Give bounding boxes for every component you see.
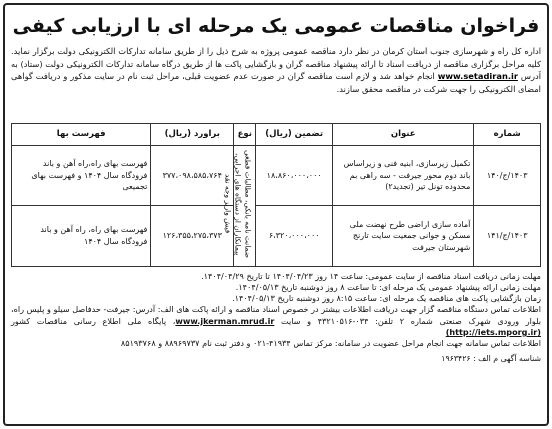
- tender-notice: [3, 3, 549, 426]
- proposal-deadline: مهلت زمانی ارائه پیشنهاد عمومی یک مرحله ای: تا ساعت ۸ روز دوشنبه تاریخ ۱۴۰۴/۰۵/۱۳.: [235, 281, 541, 292]
- document-deadline: مهلت زمانی دریافت اسناد مناقصه از سایت عمومی: ساعت ۱۴ روز ۱۴۰۴/۰۴/۲۳ تا تاریخ ۱۴۰۴/۰۴/۲۹.: [201, 270, 541, 281]
- page-title: فراخوان مناقصات عمومی یک مرحله ای با ارزیابی کیفی: [12, 15, 540, 37]
- notice-id: [11, 353, 541, 364]
- contact-text-mid: ، پایگاه ملی اطلاع رسانی مناقصات کشور: [11, 315, 176, 326]
- row-estimate: ۳۷۷،۰۹۸،۵۸۵،۷۶۴: [151, 146, 234, 206]
- notice-id-label: شناسه آگهی م الف :: [473, 353, 541, 363]
- intro-text-start: اداره کل راه و شهرسازی جنوب استان کرمان در نظر دارد مناقصه عمومی پروژه به شرح ذیل را از طریق سامانه تدارکات الکترونیکی دولت برگزار نماید. کلیه مراحل برگزاری مناقصه از دریافت اسناد تا ارائه پیشنهاد مناقصه گران و بازگشایی پاکت ها از طریق درگاه سامانه تدارکات الکترونیکی دولت (ستاد) به آدرس: [11, 46, 541, 82]
- intro-paragraph: [11, 45, 541, 120]
- header-type: نوع: [234, 124, 256, 146]
- iets-site-link[interactable]: (http://iets.mporg.ir): [445, 326, 541, 337]
- row-guarantee: ۱۸،۸۶۰،۰۰۰،۰۰۰: [256, 146, 333, 206]
- jkerman-site-link[interactable]: www.jkerman.mrud.ir: [175, 315, 275, 326]
- row-type: [223, 146, 256, 267]
- type-text: ضمانت نامه بانکی، مطالبات قطعی پیمانکاران از دستگاه های اجرایی، فیش واریز وجه نقد: [223, 149, 253, 259]
- table-row: [12, 146, 541, 206]
- tender-table: [11, 123, 541, 267]
- table-header-row: [12, 124, 541, 146]
- row-subject: تکمیل زیرسازی، ابنیه فنی و زیراساس باند دوم محور جیرفت - سه راهی بم محدوده تونل تیر (تجدید۲): [333, 146, 474, 206]
- header-guarantee: تضمین (ریال): [256, 124, 333, 146]
- details-section: [11, 271, 541, 350]
- setad-site-link[interactable]: www.setadiran.ir: [437, 71, 518, 82]
- contact-info: [11, 304, 541, 338]
- table-row: [12, 206, 541, 266]
- contact-text: اطلاعات تماس دستگاه مناقصه گزار جهت دریافت اطلاعات بیشتر در خصوص اسناد مناقصه و ارائه پاکت های الف: آدرس: جیرفت- حدفاصل سیلو و پلیس راه، بلوار ورودی شهرک صنعتی شماره ۲ تلفن: ۰۳۴-۴۳۲۱۰۵۱۶ و سایت: [11, 304, 542, 326]
- row-subject: آماده سازی اراضی طرح نهضت ملی مسکن و جوانی جمعیت سایت تارنج شهرستان جیرفت: [333, 206, 474, 266]
- header-number: شماره: [474, 124, 541, 146]
- header-subject: عنوان: [333, 124, 474, 146]
- header-estimate: براورد (ریال): [151, 124, 234, 146]
- notice-id-value: ۱۹۶۳۴۲۶: [441, 353, 471, 363]
- row-price-list: فهرست بهای راه، راه آهن و باند فرودگاه سال ۱۴۰۴: [12, 206, 151, 266]
- row-number: ۱۴۰۳/ج/۱۴۰: [474, 146, 541, 206]
- row-guarantee: ۶،۳۲۰،۰۰۰،۰۰۰: [256, 206, 333, 266]
- row-number: ۱۴۰۳/ج/۱۴۱: [474, 206, 541, 266]
- system-contact: اطلاعات تماس سامانه جهت انجام مراحل عضویت در سامانه: مرکز تماس ۴۱۹۳۴-۰۲۱ و دفتر ثبت نام ۸۸۹۶۹۷۳۷ و ۸۵۱۹۳۷۶۸: [120, 338, 541, 349]
- row-price-list: فهرست بهای راه،راه آهن و باند فرودگاه سال ۱۴۰۴ و فهرست بهای تجمیعی: [12, 146, 151, 206]
- header-price-list: فهرست بها: [12, 124, 151, 146]
- opening-time: زمان بازگشایی پاکت های مناقصه یک مرحله ای: ساعت ۸:۱۵ روز دوشنبه تاریخ ۱۴۰۴/۰۵/۱۳.: [232, 293, 541, 304]
- intro-text-end: انجام خواهد شد و لازم است مناقصه گران در صورت عدم عضویت قبلی، مراحل ثبت نام در سایت مذکور و دریافت گواهی امضای الکترونیکی را جهت شرکت در مناقصه محقق سازند.: [11, 71, 541, 94]
- row-estimate: ۱۲۶،۳۵۵،۲۷۵،۳۷۳: [151, 206, 234, 266]
